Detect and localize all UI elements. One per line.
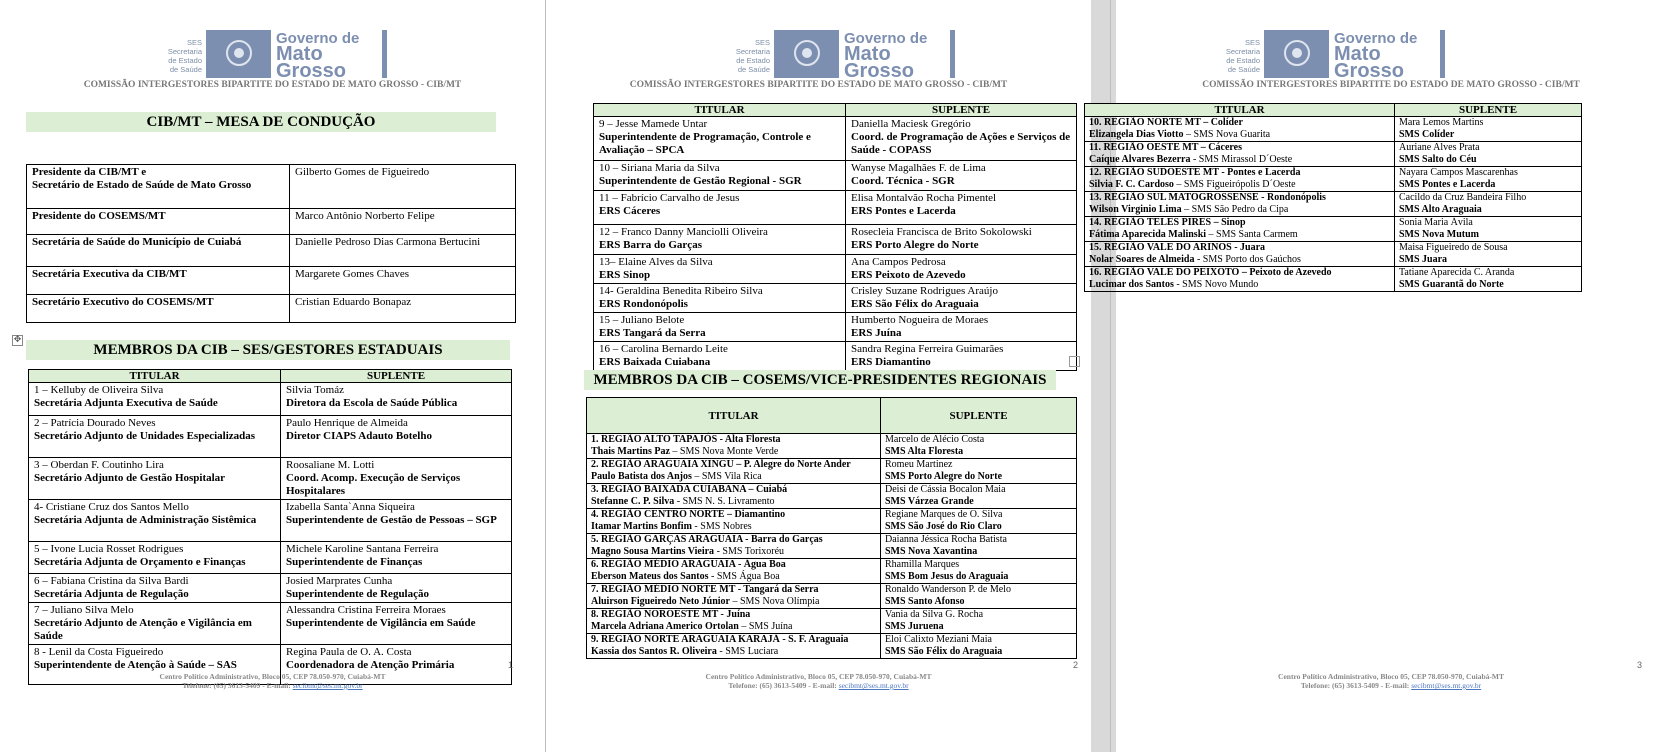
coat-of-arms-icon [1264,30,1329,78]
membros-table [28,369,512,685]
titular-cell: 10. REGIÃO NORTE MT – Colíder Elizangela Dias Viotto – SMS Nova Guarita [1085,117,1395,142]
suplente-cell: Regiane Marques de O. Silva SMS São José do Rio Claro [881,509,1077,534]
table-row [594,161,1077,191]
suplente-cell: Rosecleia Francisca de Brito Sokolowski ERS Porto Alegre do Norte [846,225,1077,255]
role-cell: Secretária de Saúde do Município de Cuiabá [27,235,290,267]
titular-cell: 6. REGIÃO MÉDIO ARAGUAIA - Água Boa Eberson Mateus dos Santos - SMS Água Boa [587,559,881,584]
titular-cell: 5 – Ivone Lucia Rosset Rodrigues Secretária Adjunta de Orçamento e Finanças [29,542,281,574]
column-header-suplente: SUPLENTE [281,370,512,383]
titular-cell: 1. REGIÃO ALTO TAPAJÓS - Alta Floresta Thais Martins Paz – SMS Nova Monte Verde [587,434,881,459]
suplente-cell: Romeu Martinez SMS Porto Alegre do Norte [881,459,1077,484]
name-cell: Gilberto Gomes de Figueiredo [290,165,516,209]
suplente-cell: Paulo Henrique de Almeida Diretor CIAPS Adauto Botelho [281,416,512,458]
coat-of-arms-icon [774,30,839,78]
column-header-suplente: SUPLENTE [881,398,1077,434]
titular-cell: 14. REGIÃO TELES PIRES – Sinop Fátima Aparecida Malinski – SMS Santa Carmem [1085,217,1395,242]
suplente-cell: Nayara Campos Mascarenhas SMS Pontes e Lacerda [1395,167,1582,192]
table-row [594,225,1077,255]
document-page-2 [546,0,1091,752]
suplente-cell: Daniella Maciesk Gregório Coord. de Programação de Ações e Serviços de Saúde - COPASS [846,117,1077,161]
page-header: COMISSÃO INTERGESTORES BIPARTITE DO ESTADO DE MATO GROSSO - CIB/MT [83,80,462,90]
titular-cell: 9. REGIÃO NORTE ARAGUAIA KARAJÁ - S. F. Araguaia Kassia dos Santos R. Oliveira - SMS Luciara [587,634,881,659]
email-link[interactable]: secibmt@ses.mt.gov.br [838,681,909,690]
titular-cell: 8. REGIÃO NOROESTE MT - Juína Marcela Adriana Americo Ortolan – SMS Juína [587,609,881,634]
cosems-table-continued [1084,103,1582,292]
table-row [1085,192,1582,217]
table-row [594,313,1077,342]
document-page-1 [0,0,545,752]
table-row [29,603,512,645]
suplente-cell: Regina Paula de O. A. Costa Coordenadora de Atenção Primária [281,645,512,685]
table-row [594,342,1077,371]
titular-cell: 5. REGIÃO GARÇAS ARAGUAIA - Barra do Garças Magno Sousa Martins Vieira - SMS Torixoréu [587,534,881,559]
titular-cell: 13. REGIÃO SUL MATOGROSSENSE - Rondonópolis Wilson Virginio Lima – SMS São Pedro da Cipa [1085,192,1395,217]
table-row [587,634,1077,659]
suplente-cell: Ronaldo Wanderson P. de Melo SMS Santo Afonso [881,584,1077,609]
ses-logo-text: SES Secretaria de Estado de Saúde [735,38,770,74]
section-title-mesa: CIB/MT – MESA DE CONDUÇÃO [26,112,496,132]
suplente-cell: Mara Lemos Martins SMS Colíder [1395,117,1582,142]
name-cell: Cristian Eduardo Bonapaz [290,295,516,323]
suplente-cell: Josied Marprates Cunha Superintendente de Regulação [281,574,512,603]
table-header-row [594,104,1077,117]
table-row [587,509,1077,534]
cosems-table [586,397,1077,659]
suplente-cell: Eloi Calixto Meziani Maia SMS São Félix do Araguaia [881,634,1077,659]
table-row [27,267,516,295]
table-row [587,434,1077,459]
suplente-cell: Roosaliane M. Lotti Coord. Acomp. Execução de Serviços Hospitalares [281,458,512,500]
governo-logo-text: Governo de Mato Grosso [1334,30,1418,82]
titular-cell: 14- Geraldina Benedita Ribeiro Silva ERS Rondonópolis [594,284,846,313]
titular-cell: 10 – Siriana Maria da Silva Superintendente de Gestão Regional - SGR [594,161,846,191]
suplente-cell: Michele Karoline Santana Ferreira Superintendente de Finanças [281,542,512,574]
logo-bar [950,30,955,78]
suplente-cell: Elisa Montalvão Rocha Pimentel ERS Pontes e Lacerda [846,191,1077,225]
suplente-cell: Marcelo de Alécio Costa SMS Alta Floresta [881,434,1077,459]
table-row [1085,217,1582,242]
column-header-suplente: SUPLENTE [1395,104,1582,117]
table-row [587,534,1077,559]
suplente-cell: Alessandra Cristina Ferreira Moraes Superintendente de Vigilância em Saúde [281,603,512,645]
page-footer: Centro Político Administrativo, Bloco 05, CEP 78.050-970, Cuiabá-MT Telefone: (65) 3613-5409 - E-mail: secibmt@ses.mt.gov.br [705,672,932,690]
table-row [1085,267,1582,292]
table-row [587,484,1077,509]
table-row [1085,142,1582,167]
page-footer: Centro Político Administrativo, Bloco 05, CEP 78.050-970, Cuiabá-MT Telefone: (65) 3613-5409 - E-mail: secibmt@ses.mt.gov.br [1278,672,1504,690]
table-row [29,458,512,500]
governo-logo-text: Governo de Mato Grosso [276,30,360,82]
ses-logo-text: SES Secretaria de Estado de Saúde [167,38,202,74]
table-row [594,284,1077,313]
titular-cell: 4. REGIÃO CENTRO NORTE – Diamantino Itamar Martins Bonfim - SMS Nobres [587,509,881,534]
titular-cell: 12 – Franco Danny Manciolli Oliveira ERS Barra do Garças [594,225,846,255]
table-move-handle-icon[interactable]: ✥ [13,335,22,345]
suplente-cell: Auriane Alves Prata SMS Salto do Céu [1395,142,1582,167]
titular-cell: 16 – Carolina Bernardo Leite ERS Baixada Cuiabana [594,342,846,371]
table-row [1085,167,1582,192]
table-header-row [29,370,512,383]
suplente-cell: Wanyse Magalhães F. de Lima Coord. Técnica - SGR [846,161,1077,191]
suplente-cell: Silvia Tomáz Diretora da Escola de Saúde Pública [281,383,512,416]
table-row [1085,117,1582,142]
name-cell: Margarete Gomes Chaves [290,267,516,295]
role-cell: Presidente da CIB/MT e Secretário de Estado de Saúde de Mato Grosso [27,165,290,209]
table-header-row [587,398,1077,434]
titular-cell: 15. REGIÃO VALE DO ARINOS - Juara Nolar Soares de Almeida - SMS Porto dos Gaúchos [1085,242,1395,267]
table-row [27,209,516,235]
logo-bar [382,30,387,78]
titular-cell: 12. REGIÃO SUDOESTE MT - Pontes e Lacerda Silvia F. C. Cardoso – SMS Figueirópolis D´Oeste [1085,167,1395,192]
table-row [27,295,516,323]
table-row [594,255,1077,284]
page-number: 3 [1637,660,1643,670]
coat-of-arms-icon [206,30,271,78]
suplente-cell: Crisley Suzane Rodrigues Araújo ERS São Félix do Araguaia [846,284,1077,313]
page-number: 1 [508,660,514,670]
mesa-table [26,164,516,323]
titular-cell: 7 – Juliano Silva Melo Secretário Adjunto de Atenção e Vigilância em Saúde [29,603,281,645]
page-header: COMISSÃO INTERGESTORES BIPARTITE DO ESTADO DE MATO GROSSO - CIB/MT [629,80,1008,90]
email-link[interactable]: secibmt@ses.mt.gov.br [292,681,363,690]
column-header-suplente: SUPLENTE [846,104,1077,117]
table-row [587,559,1077,584]
suplente-cell: Cacildo da Cruz Bandeira Filho SMS Alto Araguaia [1395,192,1582,217]
titular-cell: 2 – Patrícia Dourado Neves Secretário Adjunto de Unidades Especializadas [29,416,281,458]
titular-cell: 4- Cristiane Cruz dos Santos Mello Secretária Adjunta de Administração Sistêmica [29,500,281,542]
suplente-cell: Vania da Silva G. Rocha SMS Juruena [881,609,1077,634]
table-row [29,542,512,574]
table-row [594,117,1077,161]
titular-cell: 16. REGIÃO VALE DO PEIXOTO – Peixoto de Azevedo Lucimar dos Santos - SMS Novo Mundo [1085,267,1395,292]
table-row [27,235,516,267]
table-resize-handle-icon[interactable] [1069,356,1080,367]
membros-table-continued [593,103,1077,371]
table-row [1085,242,1582,267]
table-row [29,574,512,603]
table-row [29,416,512,458]
titular-cell: 2. REGIÃO ARAGUAIA XINGU – P. Alegre do Norte Ander Paulo Batista dos Anjos – SMS Vila Rica [587,459,881,484]
role-cell: Presidente do COSEMS/MT [27,209,290,235]
page-header: COMISSÃO INTERGESTORES BIPARTITE DO ESTADO DE MATO GROSSO - CIB/MT [1202,80,1580,90]
table-row [587,459,1077,484]
suplente-cell: Izabella Santa`Anna Siqueira Superintendente de Gestão de Pessoas – SGP [281,500,512,542]
ses-logo-text: SES Secretaria de Estado de Saúde [1225,38,1260,74]
name-cell: Marco Antônio Norberto Felipe [290,209,516,235]
suplente-cell: Sonia Maria Ávila SMS Nova Mutum [1395,217,1582,242]
column-header-titular: TITULAR [587,398,881,434]
suplente-cell: Maisa Figueiredo de Sousa SMS Juara [1395,242,1582,267]
logo-bar [1440,30,1445,78]
suplente-cell: Sandra Regina Ferreira Guimarães ERS Diamantino [846,342,1077,371]
governo-logo-text: Governo de Mato Grosso [844,30,928,82]
suplente-cell: Rhamilla Marques SMS Bom Jesus do Araguaia [881,559,1077,584]
titular-cell: 9 – Jesse Mamede Untar Superintendente de Programação, Controle e Avaliação – SPCA [594,117,846,161]
titular-cell: 6 – Fabiana Cristina da Silva Bardi Secretária Adjunta de Regulação [29,574,281,603]
role-cell: Secretário Executivo do COSEMS/MT [27,295,290,323]
column-header-titular: TITULAR [29,370,281,383]
column-header-titular: TITULAR [1085,104,1395,117]
role-cell: Secretária Executiva da CIB/MT [27,267,290,295]
titular-cell: 7. REGIÃO MÉDIO NORTE MT - Tangará da Serra Aluirson Figueiredo Neto Júnior – SMS Nova Olímpia [587,584,881,609]
page-footer: Centro Político Administrativo, Bloco 05, CEP 78.050-970, Cuiabá-MT Telefone: (65) 3613-5409 - E-mail: secibmt@ses.mt.gov.br [159,672,386,690]
suplente-cell: Ana Campos Pedrosa ERS Peixoto de Azevedo [846,255,1077,284]
suplente-cell: Deisi de Cássia Bocalon Maia SMS Várzea Grande [881,484,1077,509]
name-cell: Danielle Pedroso Dias Carmona Bertucini [290,235,516,267]
suplente-cell: Daianna Jéssica Rocha Batista SMS Nova Xavantina [881,534,1077,559]
table-row [587,584,1077,609]
email-link[interactable]: secibmt@ses.mt.gov.br [1411,681,1482,690]
titular-cell: 8 - Lenil da Costa Figueiredo Superintendente de Atenção à Saúde – SAS [29,645,281,685]
table-row [594,191,1077,225]
titular-cell: 11 – Fabrício Carvalho de Jesus ERS Cáceres [594,191,846,225]
titular-cell: 3. REGIÃO BAIXADA CUIABANA – Cuiabá Stefanne C. P. Silva - SMS N. S. Livramento [587,484,881,509]
titular-cell: 15 – Juliano Belote ERS Tangará da Serra [594,313,846,342]
titular-cell: 11. REGIÃO OESTE MT – Cáceres Caíque Alvares Bezerra - SMS Mirassol D´Oeste [1085,142,1395,167]
suplente-cell: Tatiane Aparecida C. Aranda SMS Guarantã do Norte [1395,267,1582,292]
table-header-row [1085,104,1582,117]
table-row [587,609,1077,634]
section-title-cosems: MEMBROS DA CIB – COSEMS/VICE-PRESIDENTES REGIONAIS [584,370,1056,390]
table-row [29,500,512,542]
titular-cell: 13– Elaine Alves da Silva ERS Sinop [594,255,846,284]
table-row [29,383,512,416]
suplente-cell: Humberto Nogueira de Moraes ERS Juína [846,313,1077,342]
document-page-3 [1089,0,1666,752]
table-row [27,165,516,209]
titular-cell: 1 – Kelluby de Oliveira Silva Secretária Adjunta Executiva de Saúde [29,383,281,416]
page-number: 2 [1073,660,1079,670]
column-header-titular: TITULAR [594,104,846,117]
section-title-membros: MEMBROS DA CIB – SES/GESTORES ESTADUAIS [26,340,510,360]
titular-cell: 3 – Oberdan F. Coutinho Lira Secretário Adjunto de Gestão Hospitalar [29,458,281,500]
